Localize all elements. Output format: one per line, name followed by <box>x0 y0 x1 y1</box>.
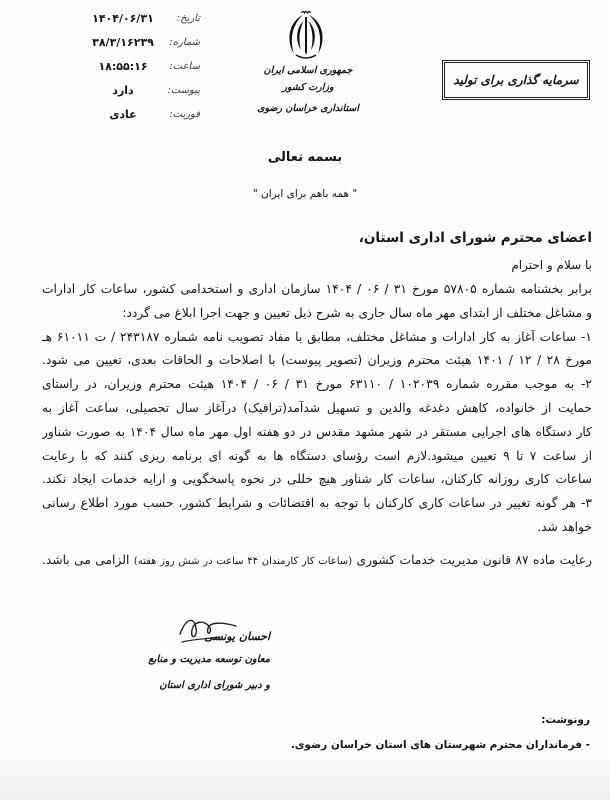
body-line: مورخ ۲۸ / ۱۲ / ۱۴۰۱ هیئت محترم وزیران (تصویر پیوست) با اصلاحات و الحاقات بعدی، تعیین می شود. <box>42 353 592 368</box>
greeting: با سلام و احترام <box>511 258 592 272</box>
body-line: ۳- هر گونه تغییر در ساعات کاری کارکنان با توجه به اقتضائات و شرایط کشور، حسب مورد اطلاع رسانی <box>42 496 592 511</box>
signatory-title: و دبیر شورای اداری استان <box>159 680 270 691</box>
date-value: ۱۴۰۴/۰۶/۳۱ <box>92 12 154 25</box>
body-line: ۲- به موجب مقرره شماره ۱۰۲۰۳۹ / ۶۳۱۱۰ مورخ ۳۱ / ۰۶ / ۱۴۰۴ هیئت محترم وزیران، در راستای <box>42 377 592 392</box>
item-3 <box>42 492 592 540</box>
slogan-text: سرمایه گذاری برای تولید <box>453 73 579 87</box>
body-line: و مشاغل مختلف از ابتدای مهر ماه سال جاری به شرح ذیل تعیین و جهت اجرا ابلاغ می گردد: <box>122 305 592 320</box>
closing-text: رعایت ماده ۸۷ قانون مدیریت خدمات کشوری <box>356 552 592 567</box>
meta-row-number <box>86 31 200 55</box>
motto: " همه باهم برای ایران " <box>252 188 358 200</box>
letter-body <box>42 278 592 573</box>
priority-label: فوریت: <box>169 109 200 120</box>
body-line: حمایت از خانواده، کاهش دغدغه والدین و تسهیل شدآمد(ترافیک) درآغاز سال تحصیلی، ساعت آغاز به <box>42 400 592 415</box>
body-line: ساعات کاری روزانه کارکنان، ساعات کار شناور هیچ خللی در نحوه پاسخگویی و ارایه خدمات ایجاد نکند. <box>42 472 592 487</box>
body-line: کار دستگاه های اجرایی مستقر در شهر مشهد مقدس در دو هفته اول مهر ماه سال ۱۴۰۴ به صورت شناور <box>42 424 592 439</box>
body-line: از ساعت ۷ تا ۹ تعیین میشود.لازم است رؤسای دستگاه ها به گونه ای برنامه ریزی کنند که با رعایت <box>42 448 592 463</box>
item-1 <box>42 326 592 374</box>
date-label: تاریخ: <box>176 13 200 24</box>
salutation: اعضای محترم شورای اداری استان، <box>358 230 592 246</box>
closing-line <box>42 549 592 573</box>
slogan-logo <box>442 60 590 100</box>
cc-label: رونوشت: <box>541 714 590 726</box>
attachment-value: دارد <box>112 84 134 97</box>
governorate-name: استانداری خراسان رضوی <box>257 103 359 114</box>
closing-parenthetical: (ساعات کار کارمندان ۴۴ ساعت در شش روز هفته) <box>133 555 353 567</box>
meta-row-date <box>86 7 200 31</box>
number-label: شماره: <box>169 37 200 48</box>
priority-value: عادی <box>109 108 137 121</box>
letter-meta <box>86 7 200 127</box>
body-line: خواهد شد. <box>537 519 592 534</box>
signatory-title: معاون توسعه مدیریت و منابع <box>148 654 270 665</box>
meta-row-time <box>86 55 200 79</box>
intro-paragraph <box>42 278 592 326</box>
ministry-name: وزارت کشور <box>282 82 334 93</box>
item-2 <box>42 373 592 492</box>
signatory-titles <box>110 650 270 696</box>
time-label: ساعت: <box>169 61 200 72</box>
paper-shadow <box>0 756 610 800</box>
invocation: بسمه تعالی <box>267 150 343 165</box>
signatory-name: احسان یونسی <box>204 630 270 643</box>
meta-row-attachment <box>86 79 200 103</box>
attachment-label: پیوست: <box>167 85 200 96</box>
organization-block <box>243 62 373 117</box>
iran-emblem-icon <box>282 8 330 62</box>
cc-recipient: - فرمانداران محترم شهرستان های استان خراسان رضوی. <box>290 739 590 751</box>
meta-row-priority <box>86 103 200 127</box>
country-name: جمهوری اسلامی ایران <box>263 65 353 76</box>
body-line: برابر بخشنامه شماره ۵۷۸۰۵ مورخ ۳۱ / ۰۶ / ۱۴۰۴ سازمان اداری و استخدامی کشور، ساعات کار ادارات <box>42 282 592 296</box>
closing-text-end: الزامی می باشد. <box>42 552 130 567</box>
body-line: ۱- ساعات آغاز به کار ادارات و مشاغل مختلف، مطابق با مفاد تصویب نامه شماره ۲۴۳۱۸۷ / ت ۶۱۰۱۱ هـ <box>42 329 592 344</box>
number-value: ۳۸/۳/۱۶۲۳۹ <box>92 36 154 49</box>
time-value: ۱۸:۵۵:۱۶ <box>98 60 148 73</box>
